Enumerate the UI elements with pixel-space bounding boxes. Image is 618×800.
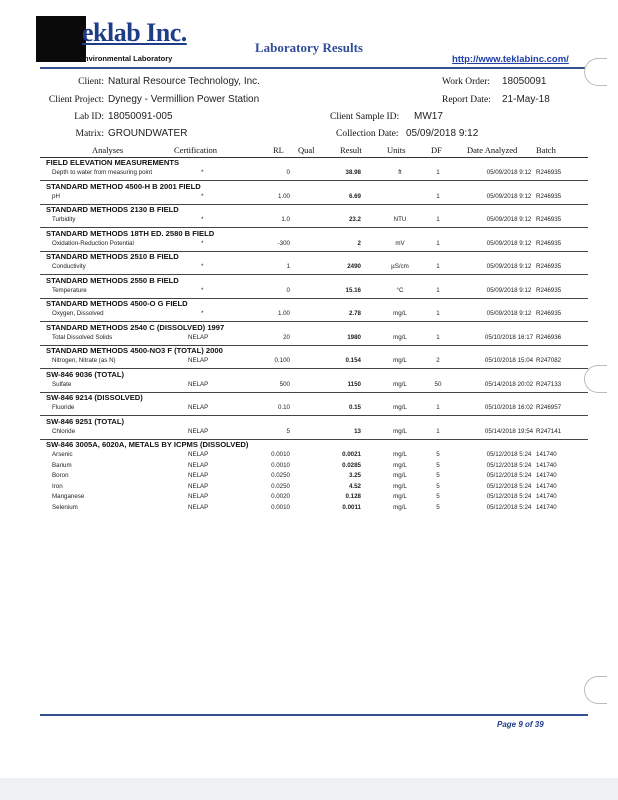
cell-df: 1 [436,310,440,317]
table-row [0,240,618,250]
cell-units: mg/L [393,427,407,435]
cell-date: 05/12/2018 5:24 [486,451,532,458]
cell-cert: * [201,239,204,247]
cell-df: 1 [436,404,440,411]
cell-result: 38.98 [345,169,361,176]
col-header-df: DF [431,145,442,155]
section-heading: FIELD ELEVATION MEASUREMENTS [46,158,180,167]
cell-rl: 0.0020 [271,493,290,500]
table-row [0,193,618,203]
table-row [0,216,618,226]
cell-batch: R246935 [536,216,562,223]
work-order-label: Work Order: [442,77,491,87]
cell-df: 1 [436,169,440,176]
work-order-value: 18050091 [502,76,547,87]
cell-result: 3.25 [348,472,361,479]
cell-result: 0.0285 [342,461,361,469]
cell-rl: 1.00 [277,310,290,317]
cell-batch: R247141 [536,427,562,435]
cell-cert: NELAP [188,451,209,458]
cell-rl: 0 [286,169,290,176]
cell-rl: 0.0010 [271,503,290,511]
cell-units: mg/L [393,357,407,364]
section-heading: STANDARD METHODS 2550 B FIELD [46,275,179,285]
section-heading: SW-846 9214 (DISSOLVED) [46,393,143,402]
cell-analyte: Turbidity [52,216,76,223]
cell-batch: 141740 [536,451,557,458]
cell-analyte: Barium [52,461,72,469]
cell-analyte: Fluoride [52,404,75,411]
cell-df: 1 [436,333,440,341]
cell-date: 05/14/2018 19:54 [484,427,534,435]
cell-rl: 20 [283,333,290,341]
table-row [0,381,618,391]
company-logo-text: eklab Inc. [82,18,187,47]
cell-result: 0.0011 [342,503,361,511]
cell-cert: * [201,263,204,270]
cell-result: 1150 [347,380,361,388]
section-heading: STANDARD METHODS 2510 B FIELD [46,252,179,261]
cell-result: 2490 [347,263,361,270]
cell-date: 05/09/2018 9:12 [486,192,532,200]
cell-units: mg/L [393,503,407,511]
cell-units: mV [395,239,405,247]
cell-result: 0.128 [345,493,361,500]
table-row [0,357,618,367]
matrix-value: GROUNDWATER [108,128,188,139]
cell-df: 5 [436,451,440,458]
cell-df: 1 [436,427,440,435]
cell-units: mg/L [393,472,407,479]
cell-date: 05/10/2018 16:02 [484,404,534,411]
binder-hole-bottom [584,676,607,704]
cell-df: 1 [436,192,440,200]
section-heading: STANDARD METHODS 4500-NO3 F (TOTAL) 2000 [46,346,223,355]
cell-df: 1 [436,239,440,247]
cell-analyte: Manganese [52,493,85,500]
cell-cert: NELAP [188,503,209,511]
section-heading: STANDARD METHODS 2130 B FIELD [46,205,179,214]
cell-analyte: Nitrogen, Nitrate (as N) [52,357,116,364]
cell-rl: 0.0010 [271,451,290,458]
cell-units: mg/L [393,461,407,469]
cell-batch: 141740 [536,472,557,479]
cell-batch: R246957 [536,404,562,411]
cell-date: 05/09/2018 9:12 [486,169,532,176]
cell-df: 1 [436,263,440,270]
cell-date: 05/12/2018 5:24 [486,472,532,479]
cell-cert: * [201,192,204,200]
cell-analyte: Arsenic [52,451,73,458]
cell-cert: NELAP [188,404,209,411]
cell-cert: NELAP [188,357,209,364]
cell-date: 05/09/2018 9:12 [486,310,532,317]
col-header-batch: Batch [536,145,556,155]
col-header-date-analyzed: Date Analyzed [467,145,518,155]
cell-df: 5 [436,472,440,479]
cell-rl: -300 [277,239,290,247]
website-link[interactable]: http://www.teklabinc.com/ [452,54,569,65]
cell-cert: NELAP [188,472,209,479]
cell-units: ft [398,169,402,176]
cell-units: mg/L [393,493,407,500]
table-row [0,310,618,320]
table-row [0,428,618,438]
cell-rl: 1.0 [281,216,290,223]
cell-result: 4.52 [348,482,361,490]
cell-analyte: Sulfate [52,380,72,388]
cell-cert: * [201,169,204,176]
client-value: Natural Resource Technology, Inc. [108,76,260,87]
cell-cert: NELAP [188,482,209,490]
table-row [0,493,618,503]
client-sample-id-value: MW17 [414,111,443,122]
collection-date-label: Collection Date: [336,129,399,139]
cell-df: 5 [436,482,440,490]
cell-df: 50 [434,380,442,388]
col-header-certification: Certification [174,145,217,155]
cell-analyte: Chloride [52,427,76,435]
cell-result: 0.154 [345,357,361,364]
cell-batch: 141740 [536,461,557,469]
cell-analyte: Total Dissolved Solids [52,333,113,341]
client-project-label: Client Project: [48,95,104,105]
cell-cert: NELAP [188,333,209,341]
cell-result: 13 [354,427,361,435]
table-row [0,404,618,414]
cell-result: 1980 [347,333,361,341]
cell-df: 2 [436,357,440,364]
cell-date: 05/09/2018 9:12 [486,216,532,223]
cell-date: 05/09/2018 9:12 [486,286,532,294]
cell-cert: * [201,286,204,294]
cell-batch: R246935 [536,192,562,200]
cell-batch: 141740 [536,482,557,490]
table-row [0,287,618,297]
client-label: Client: [78,77,104,87]
cell-rl: 0.0250 [271,482,290,490]
client-project-value: Dynegy - Vermillion Power Station [108,94,260,105]
cell-result: 0.15 [348,404,361,411]
cell-df: 5 [436,461,440,469]
logo-redaction-block [36,16,86,62]
cell-analyte: Conductivity [52,263,86,270]
client-sample-id-label: Client Sample ID: [330,112,400,122]
col-header-analyses: Analyses [92,145,124,155]
scan-bottom-strip [0,778,618,800]
cell-date: 05/14/2018 20:02 [484,380,534,388]
cell-units: mg/L [393,404,407,411]
cell-rl: 0 [286,286,290,294]
cell-analyte: Depth to water from measuring point [52,169,153,176]
report-date-label: Report Date: [442,95,491,105]
section-heading: STANDARD METHODS 4500-O G FIELD [46,299,188,308]
cell-units: mg/L [393,333,407,341]
cell-cert: NELAP [188,427,209,435]
cell-analyte: Boron [52,472,69,479]
col-header-qual: Qual [298,145,315,155]
section-heading: STANDARD METHOD 4500-H B 2001 FIELD [46,181,201,191]
cell-units: °C [396,286,404,294]
cell-batch: R247133 [536,380,562,388]
cell-date: 05/10/2018 15:04 [484,357,534,364]
cell-df: 1 [436,286,440,294]
cell-date: 05/12/2018 5:24 [486,461,532,469]
table-row [0,263,618,273]
cell-result: 2 [357,239,361,247]
cell-analyte: pH [52,192,60,200]
cell-date: 05/12/2018 5:24 [486,482,532,490]
cell-analyte: Oxygen, Dissolved [52,310,104,317]
section-heading: SW-846 3005A, 6020A, METALS BY ICPMS (DISSOLVED) [46,440,249,449]
cell-batch: R247082 [536,357,562,364]
cell-cert: * [201,310,204,317]
cell-cert: NELAP [188,461,209,469]
cell-date: 05/12/2018 5:24 [486,493,532,500]
cell-rl: 1 [286,263,290,270]
cell-units: mg/L [393,380,407,388]
col-header-units: Units [387,145,406,155]
table-row [0,451,618,461]
section-heading: SW-846 9036 (TOTAL) [46,369,125,379]
cell-result: 15.16 [345,286,361,294]
cell-result: 23.2 [348,216,361,223]
cell-df: 5 [436,493,440,500]
cell-result: 6.69 [348,192,361,200]
lab-id-label: Lab ID: [74,112,104,122]
cell-units: mg/L [393,451,407,458]
cell-batch: 141740 [536,493,557,500]
cell-rl: 1.00 [277,192,290,200]
cell-batch: R246935 [536,169,562,176]
cell-df: 5 [436,503,440,511]
table-row [0,334,618,344]
binder-hole-middle [584,365,607,393]
cell-batch: R246936 [536,333,562,341]
col-header-rl: RL [273,145,284,155]
cell-analyte: Iron [52,482,63,490]
section-heading: STANDARD METHODS 2540 C (DISSOLVED) 1997 [46,322,225,332]
cell-result: 0.0021 [342,451,361,458]
report-title: Laboratory Results [255,40,363,55]
table-row [0,483,618,493]
cell-cert: NELAP [188,493,209,500]
cell-date: 05/10/2018 16:17 [484,333,534,341]
cell-analyte: Oxidation-Reduction Potential [52,239,134,247]
collection-date-value: 05/09/2018 9:12 [406,128,479,139]
page-number: Page 9 of 39 [497,720,544,729]
binder-hole-top [584,58,607,86]
section-heading: STANDARD METHODS 18TH ED. 2580 B FIELD [46,228,215,238]
footer-divider [40,714,588,716]
cell-batch: R246935 [536,286,562,294]
cell-batch: R246935 [536,310,562,317]
cell-rl: 0.0250 [271,472,290,479]
cell-rl: 5 [286,427,290,435]
col-header-result: Result [340,145,362,155]
cell-units: µS/cm [391,263,409,270]
cell-analyte: Temperature [52,286,87,294]
cell-result: 2.78 [348,310,361,317]
cell-rl: 500 [279,380,290,388]
header-divider [40,67,588,69]
cell-rl: 0.10 [277,404,290,411]
table-row [0,504,618,514]
cell-date: 05/09/2018 9:12 [486,263,532,270]
company-logo-subtitle: nvironmental Laboratory [84,54,173,63]
table-row [0,169,618,179]
report-date-value: 21-May-18 [502,94,550,105]
cell-batch: R246935 [536,263,562,270]
lab-id-value: 18050091-005 [108,111,173,122]
cell-units: mg/L [393,482,407,490]
cell-cert: NELAP [188,380,209,388]
cell-batch: 141740 [536,503,557,511]
cell-rl: 0.0010 [271,461,290,469]
cell-units: NTU [393,216,407,223]
cell-date: 05/12/2018 5:24 [486,503,532,511]
table-row [0,472,618,482]
cell-units: mg/L [393,310,407,317]
table-row [0,462,618,472]
cell-df: 1 [436,216,440,223]
cell-batch: R246935 [536,239,562,247]
matrix-label: Matrix: [75,129,104,139]
cell-cert: * [201,216,204,223]
cell-rl: 0.100 [274,357,290,364]
cell-analyte: Selenium [52,503,78,511]
section-heading: SW-846 9251 (TOTAL) [46,416,125,426]
cell-date: 05/09/2018 9:12 [486,239,532,247]
